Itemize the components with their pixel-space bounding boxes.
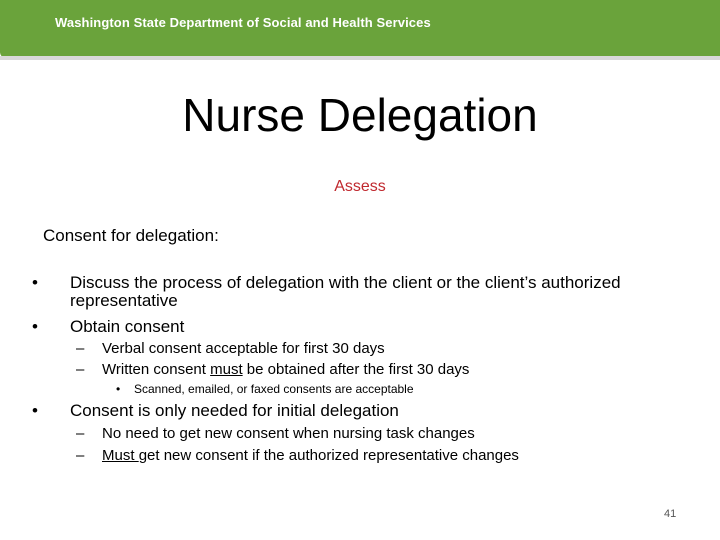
- bullet-icon: •: [116, 382, 121, 396]
- emphasis-must: Must: [102, 447, 139, 464]
- sub-sub-bullet-scanned-text: Scanned, emailed, or faxed consents are acceptable: [134, 382, 414, 396]
- dash-icon: –: [76, 447, 85, 464]
- sub-sub-bullet-scanned: [116, 382, 414, 396]
- bullet-discuss: [32, 273, 690, 310]
- dash-icon: –: [76, 361, 85, 378]
- bullet-discuss-text: Discuss the process of delegation with the client or the client’s authorized representative: [70, 273, 621, 310]
- bullet-icon: •: [32, 317, 38, 336]
- bullet-icon: •: [32, 401, 38, 420]
- sub-bullet-written-post: be obtained after the first 30 days: [242, 361, 470, 378]
- sub-bullet-verbal-text: Verbal consent acceptable for first 30 days: [102, 340, 385, 357]
- sub-bullet-written-pre: Written consent: [102, 361, 211, 378]
- sub-bullet-no-need-text: No need to get new consent when nursing task changes: [102, 425, 475, 442]
- sub-bullet-verbal: [76, 340, 385, 357]
- dash-icon: –: [76, 425, 85, 442]
- sub-bullet-must-get: [76, 447, 519, 464]
- bullet-initial-only-text: Consent is only needed for initial delegation: [70, 401, 399, 420]
- emphasis-must: must: [210, 361, 243, 378]
- slide-title: Nurse Delegation: [182, 89, 538, 141]
- bullet-obtain-consent: [32, 317, 185, 336]
- dash-icon: –: [76, 340, 85, 357]
- page-number: 41: [664, 508, 677, 520]
- bullet-obtain-consent-text: Obtain consent: [70, 317, 185, 336]
- bullet-initial-only: [32, 401, 399, 420]
- agency-name: Washington State Department of Social and Health Services: [55, 15, 431, 30]
- bullet-icon: •: [32, 273, 38, 292]
- slide-subtitle: Assess: [334, 178, 386, 195]
- sub-bullet-no-need: [76, 425, 475, 442]
- sub-bullet-written: [76, 361, 470, 378]
- intro-text: Consent for delegation:: [43, 226, 219, 245]
- header-divider: [0, 56, 720, 60]
- sub-bullet-must-get-text: get new consent if the authorized representative changes: [138, 447, 519, 464]
